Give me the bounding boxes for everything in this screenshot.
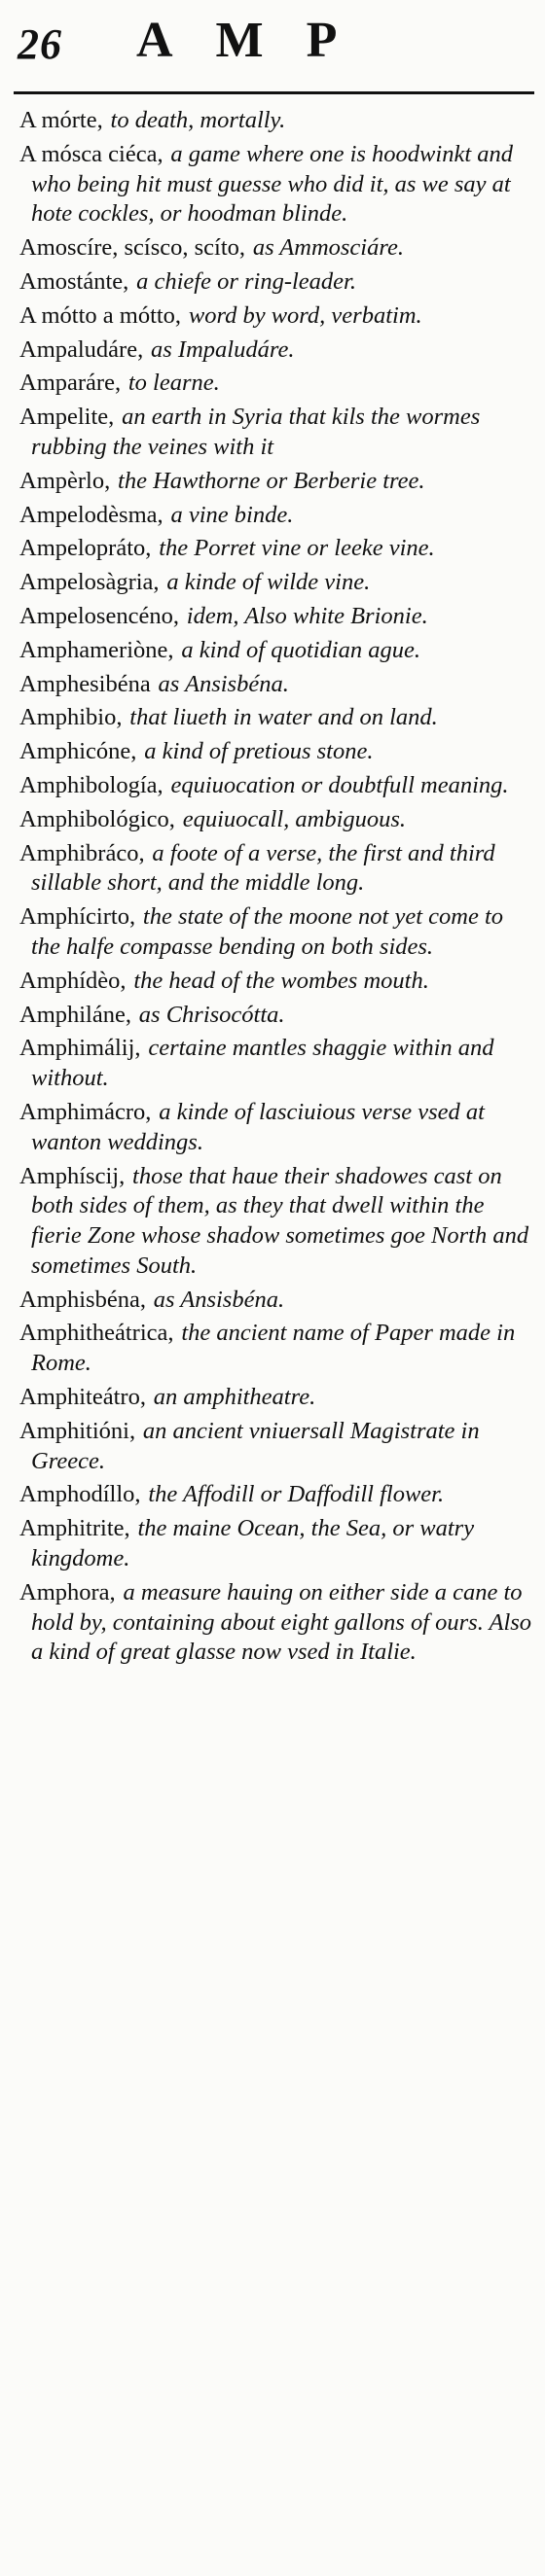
entry-definition: a kind of quotidian ague. [181, 636, 420, 663]
entry-headword: A mósca ciéca, [19, 140, 164, 167]
entry-headword: Amphibología, [19, 771, 164, 798]
dictionary-entry [19, 1577, 533, 1667]
dictionary-entry [19, 335, 533, 365]
entry-definition: that liueth in water and on land. [129, 704, 438, 731]
dictionary-entry [19, 669, 533, 699]
entry-definition: the Porret vine or leeke vine. [159, 535, 435, 562]
entry-headword: Ampelite, [19, 404, 115, 431]
entry-definition: a kinde of lasciuious verse vsed at wanton weddings. [31, 1098, 485, 1155]
entry-headword: Amphameriòne, [19, 636, 174, 663]
dictionary-entry [19, 402, 533, 462]
entry-headword: Ampaludáre, [19, 335, 144, 363]
dictionary-entry [19, 1479, 533, 1509]
dictionary-entry [19, 901, 533, 962]
entry-definition: the maine Ocean, the Sea, or watry kingdome. [31, 1515, 475, 1572]
entry-headword: A mórte, [19, 107, 103, 133]
dictionary-entry [19, 500, 533, 530]
entry-definition: the state of the moone not yet come to the halfe compasse bending on both sides. [31, 903, 504, 960]
entry-definition: to learne. [127, 370, 220, 397]
dictionary-entry [19, 736, 533, 766]
entry-headword: Amphitióni, [19, 1417, 136, 1444]
dictionary-entry [19, 105, 533, 135]
entry-headword: Amphora, [19, 1578, 116, 1606]
dictionary-entry [19, 601, 533, 631]
entry-headword: Amphibráco, [19, 839, 145, 866]
entry-headword: Amoscíre, scísco, scíto, [19, 234, 246, 262]
entry-headword: Amphicóne, [19, 738, 137, 765]
dictionary-entry [19, 1318, 533, 1378]
entry-definition: word by word, verbatim. [188, 301, 422, 329]
entry-headword: Amphícirto, [19, 903, 136, 931]
entry-definition: certaine mantles shaggie within and without. [31, 1035, 494, 1092]
dictionary-entry [19, 1513, 533, 1573]
entry-headword: Amphitheátrica, [19, 1320, 174, 1347]
dictionary-entry [19, 232, 533, 263]
entry-definition: those that haue their shadowes cast on both sides of them, as they that dwell within the fierie Zone whose shadow sometimes goe North and sometimes South. [31, 1162, 529, 1279]
dictionary-entry [19, 1097, 533, 1157]
dictionary-entry [19, 966, 533, 996]
entry-definition: the head of the wombes mouth. [133, 967, 429, 994]
dictionary-entry [19, 1000, 533, 1030]
entry-headword: Amphisbéna, [19, 1286, 146, 1313]
entry-headword: Amphibológico, [19, 805, 175, 832]
entry-headword: Ampelopráto, [19, 535, 152, 562]
entry-definition: as Ansisbéna. [153, 1286, 285, 1313]
entry-headword: Amphiláne, [19, 1001, 131, 1028]
page-number: 26 [18, 20, 62, 68]
entry-definition: a game where one is hoodwinkt and who being hit must guesse who did it, as we say at hote cockles, or hoodman blinde. [31, 140, 513, 228]
entry-headword: Amphimálij, [19, 1035, 141, 1062]
entry-definition: equiuocall, ambiguous. [182, 805, 407, 832]
entry-headword: Amphibio, [19, 704, 123, 731]
entry-definition: a measure hauing on either side a cane to hold by, containing about eight gallons of ours. Also a kind of great glasse now vsed in Italie. [31, 1578, 532, 1666]
dictionary-entry [19, 1382, 533, 1412]
dictionary-entry [19, 300, 533, 331]
entry-list [19, 105, 533, 1671]
entry-headword: Amostánte, [19, 267, 129, 295]
dictionary-entry [19, 1416, 533, 1476]
entry-definition: the Affodill or Daffodill flower. [148, 1481, 445, 1508]
entry-headword: A mótto a mótto, [19, 301, 182, 329]
entry-definition: as Impaludáre. [151, 335, 295, 363]
entry-headword: Amphídèo, [19, 967, 127, 994]
entry-headword: Ampelosencéno, [19, 602, 179, 629]
entry-definition: to death, mortally. [110, 107, 286, 133]
entry-definition: as Chrisocótta. [138, 1001, 285, 1028]
dictionary-entry [19, 770, 533, 800]
entry-definition: a kinde of wilde vine. [166, 569, 371, 596]
entry-headword: Ampelodèsma, [19, 501, 164, 528]
dictionary-entry [19, 266, 533, 297]
dictionary-entry [19, 368, 533, 398]
entry-headword: Ampelosàgria, [19, 569, 160, 596]
dictionary-entry [19, 804, 533, 834]
dictionary-entry [19, 139, 533, 229]
entry-definition: as Ansisbéna. [158, 670, 289, 697]
entry-headword: Amphesibéna [19, 670, 151, 697]
dictionary-entry [19, 635, 533, 665]
entry-definition: a chiefe or ring-leader. [136, 267, 356, 295]
dictionary-entry [19, 1161, 533, 1281]
entry-headword: Amphíscij, [19, 1162, 126, 1189]
entry-headword: Amphitrite, [19, 1515, 130, 1542]
entry-definition: an amphitheatre. [153, 1384, 316, 1411]
dictionary-entry [19, 838, 533, 899]
entry-headword: Amphimácro, [19, 1098, 152, 1125]
entry-definition: a kind of pretious stone. [144, 738, 374, 765]
dictionary-entry [19, 466, 533, 496]
entry-definition: as Ammosciáre. [252, 234, 404, 262]
entry-headword: Ampèrlo, [19, 467, 111, 494]
dictionary-entry [19, 533, 533, 563]
entry-definition: an earth in Syria that kils the wormes rubbing the veines with it [31, 404, 481, 460]
running-head: AMP [136, 13, 381, 68]
entry-headword: Amphodíllo, [19, 1481, 141, 1508]
entry-definition: the Hawthorne or Berberie tree. [118, 467, 425, 494]
dictionary-entry [19, 1285, 533, 1315]
entry-definition: an ancient vniuersall Magistrate in Greece. [31, 1417, 480, 1474]
dictionary-entry [19, 567, 533, 597]
entry-definition: idem, Also white Brionie. [186, 602, 428, 629]
page-header [0, 0, 545, 93]
dictionary-entry [19, 1033, 533, 1093]
entry-definition: the ancient name of Paper made in Rome. [31, 1320, 516, 1377]
entry-headword: Amphiteátro, [19, 1384, 146, 1411]
entry-definition: equiuocation or doubtfull meaning. [170, 771, 509, 798]
dictionary-entry [19, 702, 533, 732]
header-rule [14, 91, 534, 94]
entry-definition: a vine binde. [170, 501, 294, 528]
entry-definition: a foote of a verse, the first and third sillable short, and the middle long. [31, 839, 495, 897]
entry-headword: Amparáre, [19, 370, 122, 397]
